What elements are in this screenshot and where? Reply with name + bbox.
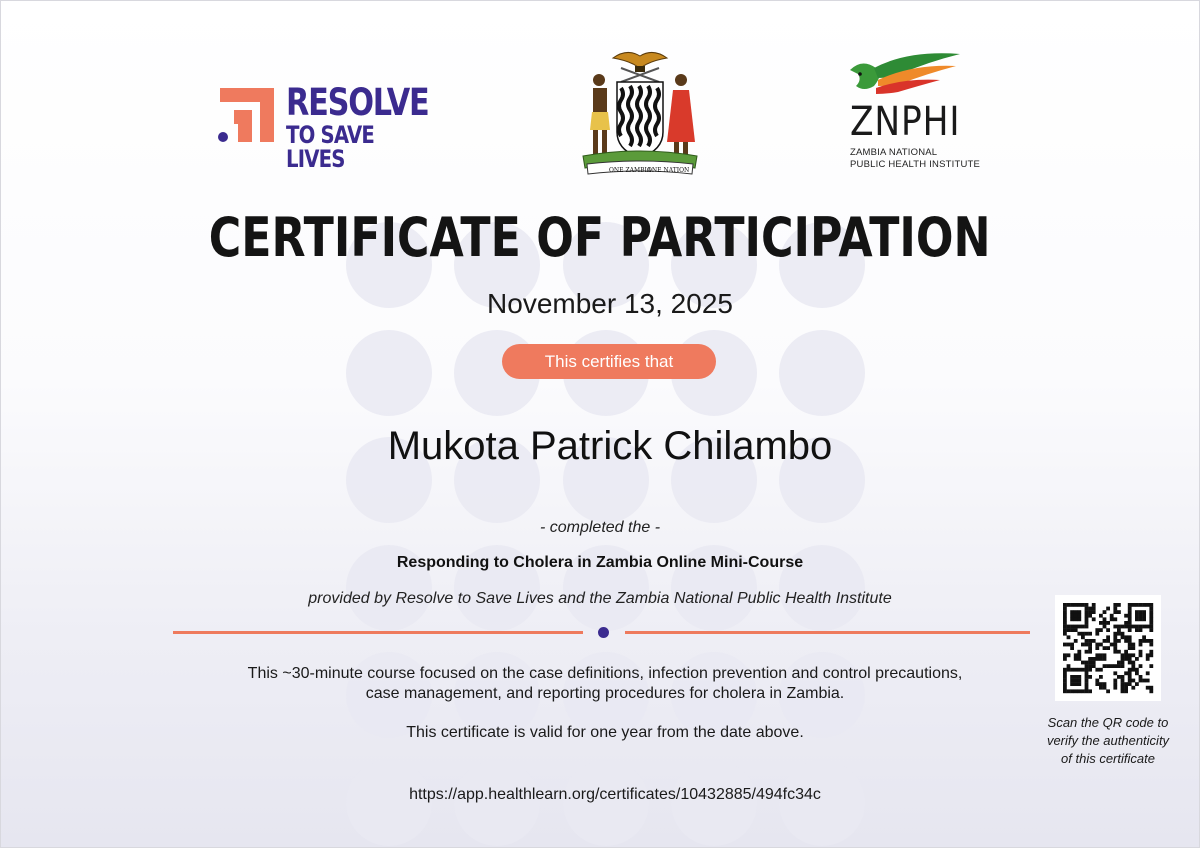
certifies-badge: This certifies that [502, 344, 716, 379]
course-name: Responding to Cholera in Zambia Online Mini-Course [396, 554, 804, 571]
qr-caption [1030, 714, 1186, 768]
coat-motto-left: ONE ZAMBIA [609, 167, 652, 174]
course-description [200, 664, 1010, 704]
certificate-title: CERTIFICATE OF PARTICIPATION [209, 206, 991, 269]
znphi-logo [848, 52, 988, 177]
description-line2: case management, and reporting procedures for cholera in Zambia. [365, 685, 845, 702]
qr-caption-line2: verify the authenticity [1046, 733, 1170, 748]
znphi-acronym: ZNPHI [850, 99, 961, 145]
resolve-logo-line2: TO SAVE LIVES [286, 121, 375, 173]
provider-line: provided by Resolve to Save Lives and the Zambia National Public Health Institute [308, 590, 892, 607]
background-dot [346, 330, 432, 416]
recipient-name: Mukota Patrick Chilambo [387, 424, 833, 468]
description-line1: This ~30-minute course focused on the case definitions, infection prevention and control precautions, [247, 665, 963, 682]
qr-caption-line3: of this certificate [1061, 751, 1155, 766]
resolve-logo-line1: RESOLVE [286, 81, 429, 124]
qr-code[interactable] [1055, 595, 1161, 701]
background-dot [779, 330, 865, 416]
certificate-url[interactable]: https://app.healthlearn.org/certificates/10432885/494fc34c [409, 786, 821, 803]
certificate-date: November 13, 2025 [487, 288, 733, 319]
zambia-coat-of-arms-emblem [577, 46, 703, 176]
resolve-mark-icon [216, 84, 278, 146]
qr-code-icon [1055, 595, 1161, 701]
coat-motto-right: ONE NATION [647, 167, 690, 174]
znphi-bird-icon [848, 52, 963, 104]
resolve-to-save-lives-logo [216, 81, 446, 173]
divider-left [173, 631, 583, 634]
divider-right [625, 631, 1030, 634]
qr-caption-line1: Scan the QR code to [1047, 715, 1169, 730]
validity-statement: This certificate is valid for one year from the date above. [406, 724, 804, 741]
znphi-subtitle-line1: ZAMBIA NATIONAL [850, 147, 938, 158]
completed-label: - completed the - [539, 519, 661, 536]
divider-dot [598, 627, 609, 638]
znphi-subtitle-line2: PUBLIC HEALTH INSTITUTE [850, 159, 981, 170]
